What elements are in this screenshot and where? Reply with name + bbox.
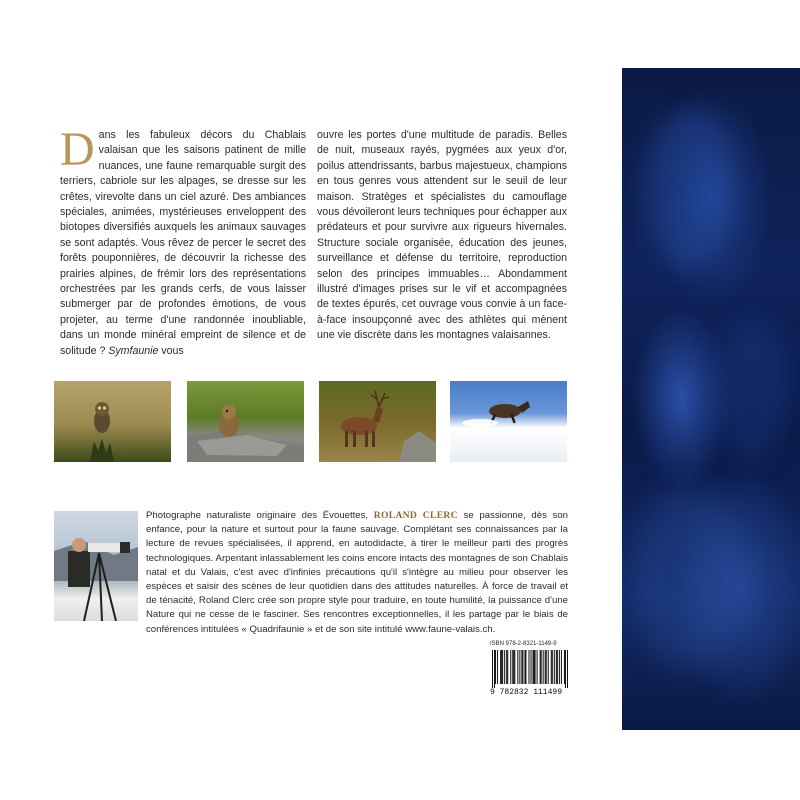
book-title-inline: Symfaunie <box>108 344 159 357</box>
barcode-bars <box>492 650 568 688</box>
isbn-label: ISBN 978-2-8321-1149-9 <box>490 641 557 647</box>
description-text-left-end: vous <box>161 344 184 357</box>
description-column-left <box>60 123 306 359</box>
author-name: ROLAND CLERC <box>373 510 458 521</box>
description-text-right: ouvre les portes d'une multitude de paradis. Belles de nuit, museaux rayés, pygmées aux yeux d'or, poilus attendrissants, barbus majestueux, champions en tous genres vous attendent sur le seuil de leur maison. Stratèges et spécialistes du camouflage vous dévoileront leurs techniques pour échapper aux prédateurs et pour survivre aux rigueurs hivernales. Structure sociale organisée, éducation des jeunes, surveillance et défense du territoire, reproduction selon des principes immuables… Abondamment illustré d'images prises sur le vif et accompagnées de textes épurés, cet ouvrage vous convie à un face-à-face insoupçonné avec des athlètes qui mènent une vie discrète dans les montagnes valaisannes. <box>317 129 567 342</box>
description-text-left: ans les fabuleux décors du Chablais valaisan que les saisons patinent de mille nuances, une faune remarquable surgit des terriers, cabriole sur les alpages, se dresse sur les crêtes, virevolte dans un ciel azuré. Des ambiances spéciales, animées, mystérieuses enveloppent des biotopes diversifiés auxquels les animaux sauvages se sont adaptés. Vous rêvez de percer le secret des forêts pouponnières, de découvrir la richesse des prairies alpines, de frémir lors des représentations orchestrées par les grands cerfs, de vous laisser submerger par de profondes émotions, de vous projeter, au terme d'une randonnée inoubliable, dans un monde minéral empreint de silence et de solitude ? <box>60 129 306 357</box>
isbn-barcode <box>490 640 568 698</box>
bio-intro: Photographe naturaliste originaire des Évouettes, <box>146 510 369 521</box>
drop-cap: D <box>60 123 95 176</box>
author-biography <box>146 509 568 637</box>
barcode-digits: 9 782832 111499 <box>490 688 563 697</box>
owl-photo <box>54 381 171 462</box>
description-column-right <box>317 128 567 344</box>
author-portrait <box>54 511 138 621</box>
night-forest-photo <box>622 68 800 730</box>
bio-text: se passionne, dès son enfance, pour la nature et surtout pour la faune sauvage. Complétant ses connaissances par la lecture de revues spécialisées, il apprend, en autodidacte, à tirer le meilleur parti des progrès technologiques. Arpentant inlassablement les coins encore intacts des montagnes de son Chablais natal et du Valais, c'est avec d'infinies précautions qu'il s'intègre au milieu pour observer les espèces et saisir des scènes de leur quotidien dans des attitudes naturelles. À force de travail et de ténacité, Roland Clerc crée son propre style pour traduire, en toute humilité, la puissance d'une Nature qui ne cesse de le fasciner. Ses rencontres exceptionnelles, il les partage par le biais de conférences intitulées « Quadrifaunie » et de son site intitulé www.faune-valais.ch. <box>146 510 568 635</box>
marmot-photo <box>187 381 304 462</box>
chamois-photo <box>450 381 567 462</box>
deer-photo <box>319 381 436 462</box>
